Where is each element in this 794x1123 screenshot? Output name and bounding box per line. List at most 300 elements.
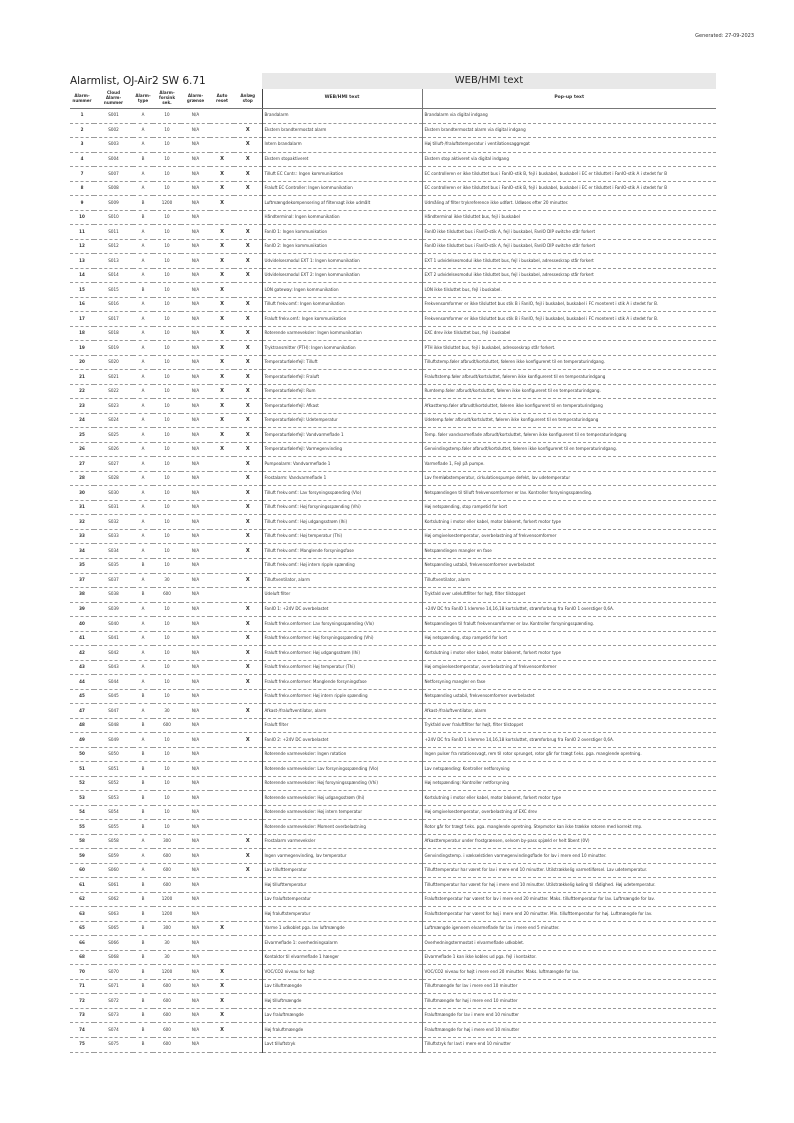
alarm-number: 3 [70, 138, 94, 153]
auto-reset-mark [210, 805, 234, 820]
alarm-number: 12 [70, 239, 94, 254]
popup-text: EC controlleren er ikke tilsluttet bus i FanIO-stik B, fejl i buskabel, buskabel i EC er tilsluttet i FanIO-stik A i stedet for B [422, 181, 716, 196]
web-hmi-text: Ekstern brandtermostat alarm [262, 123, 422, 138]
web-hmi-text: Roterende varmeveksler: Lav forsyningsspænding (Vlo) [262, 762, 422, 777]
alarm-limit: N/A [181, 733, 210, 748]
web-hmi-text: Fraluft filter [262, 718, 422, 733]
alarm-type: B [133, 791, 153, 806]
plant-stop-mark [234, 936, 262, 951]
table-row [70, 646, 716, 661]
cloud-alarm-number: S037 [94, 573, 133, 588]
col-header-popup-text: Pop-up text [422, 89, 716, 109]
alarm-type: A [133, 863, 153, 878]
plant-stop-mark: X [234, 573, 262, 588]
popup-text: Kortslutning i motor eller kabel, motor blokeret, forkert motor type [422, 515, 716, 530]
cloud-alarm-number: S041 [94, 631, 133, 646]
table-row [70, 849, 716, 864]
alarm-type: A [133, 254, 153, 269]
alarm-delay: 1200 [153, 892, 181, 907]
popup-text: Afkasttemperatur under frostgrænsen, selvom by-pass spjæld er helt åbent (0V) [422, 834, 716, 849]
alarm-delay: 600 [153, 1023, 181, 1038]
alarm-delay: 10 [153, 515, 181, 530]
popup-text: Høj netspænding, stop rampetid for kort [422, 631, 716, 646]
popup-text: EC controlleren er ikke tilsluttet bus i FanIO-stik B, fejl i buskabel, buskabel i EC er tilsluttet i FanIO-stik A i stedet for B [422, 167, 716, 182]
alarm-limit: N/A [181, 341, 210, 356]
alarm-number: 31 [70, 500, 94, 515]
plant-stop-mark: X [234, 457, 262, 472]
alarm-limit: N/A [181, 704, 210, 719]
plant-stop-mark [234, 1023, 262, 1038]
popup-text: Ekstern brandtermostat alarm via digital indgang [422, 123, 716, 138]
auto-reset-mark: X [210, 297, 234, 312]
alarm-type: A [133, 573, 153, 588]
auto-reset-mark [210, 863, 234, 878]
alarm-number: 2 [70, 123, 94, 138]
cloud-alarm-number: S044 [94, 675, 133, 690]
table-row [70, 123, 716, 138]
cloud-alarm-number: S066 [94, 936, 133, 951]
plant-stop-mark [234, 776, 262, 791]
alarm-number: 53 [70, 791, 94, 806]
plant-stop-mark: X [234, 399, 262, 414]
web-hmi-text: Fraluft frekv.omformer: Høj udgangsstrøm (Ihi) [262, 646, 422, 661]
alarm-type: B [133, 994, 153, 1009]
auto-reset-mark: X [210, 428, 234, 443]
table-row [70, 1008, 716, 1023]
alarm-delay: 10 [153, 399, 181, 414]
col-header-alarm-limit: Alarm- grænse [181, 89, 210, 109]
alarm-type: B [133, 283, 153, 298]
plant-stop-mark: X [234, 297, 262, 312]
alarm-number: 38 [70, 588, 94, 603]
alarm-delay: 10 [153, 471, 181, 486]
popup-text: Overhedningstermostat i elvarmeflade udkoblet. [422, 936, 716, 951]
alarm-delay: 10 [153, 500, 181, 515]
alarm-delay: 300 [153, 834, 181, 849]
cloud-alarm-number: S072 [94, 994, 133, 1009]
alarm-number: 9 [70, 196, 94, 211]
alarm-type: A [133, 486, 153, 501]
popup-text: Lav netspænding: Kontroller netforsyning [422, 762, 716, 777]
alarm-type: A [133, 660, 153, 675]
alarm-number: 50 [70, 747, 94, 762]
auto-reset-mark [210, 544, 234, 559]
popup-text: Temp. føler vandvarmeflade afbrudt/kortsluttet, føleren ikke konfigureret til en temperaturindgang [422, 428, 716, 443]
popup-text: Fraluftstemperatur har været for høj i mere end 20 minutter. Min. tillufttemperatur for høj. Luftmængde for lav. [422, 907, 716, 922]
plant-stop-mark: X [234, 355, 262, 370]
cloud-alarm-number: S003 [94, 138, 133, 153]
popup-text: +24V DC fra FanIO 1 klemme 14,16,18 kortsluttet, strømforbrug fra FanIO 1 overstiger 0,6A. [422, 602, 716, 617]
auto-reset-mark [210, 791, 234, 806]
alarm-type: A [133, 399, 153, 414]
alarm-type: A [133, 413, 153, 428]
plant-stop-mark [234, 791, 262, 806]
popup-text: Håndterminal ikke tilsluttet bus, fejl i buskabel [422, 210, 716, 225]
alarm-limit: N/A [181, 820, 210, 835]
plant-stop-mark: X [234, 428, 262, 443]
alarm-limit: N/A [181, 602, 210, 617]
auto-reset-mark [210, 500, 234, 515]
plant-stop-mark [234, 979, 262, 994]
alarm-limit: N/A [181, 994, 210, 1009]
alarm-type: B [133, 979, 153, 994]
alarm-type: A [133, 138, 153, 153]
auto-reset-mark: X [210, 979, 234, 994]
auto-reset-mark: X [210, 413, 234, 428]
alarm-delay: 10 [153, 733, 181, 748]
plant-stop-mark [234, 283, 262, 298]
alarm-type: B [133, 950, 153, 965]
auto-reset-mark: X [210, 181, 234, 196]
alarm-limit: N/A [181, 849, 210, 864]
auto-reset-mark [210, 820, 234, 835]
table-row [70, 1023, 716, 1038]
alarm-number: 11 [70, 225, 94, 240]
alarm-type: A [133, 471, 153, 486]
alarm-type: A [133, 312, 153, 327]
plant-stop-mark: X [234, 486, 262, 501]
alarm-number: 22 [70, 384, 94, 399]
auto-reset-mark [210, 602, 234, 617]
table-row [70, 370, 716, 385]
web-hmi-text: FanIO 2: Ingen kommunikation [262, 239, 422, 254]
auto-reset-mark [210, 675, 234, 690]
alarm-type: B [133, 805, 153, 820]
auto-reset-mark [210, 747, 234, 762]
web-hmi-text: Tilluft frekv.omf.: Høj forsyningsspænding (Vhi) [262, 500, 422, 515]
popup-text: Afkasttemp.føler afbrudt/kortsluttet, føleren ikke konfigureret til en temperaturindgang [422, 399, 716, 414]
auto-reset-mark [210, 936, 234, 951]
alarm-limit: N/A [181, 805, 210, 820]
popup-text: Høj omgivelsestemperatur, overbelastning af frekvensomformer [422, 660, 716, 675]
cloud-alarm-number: S023 [94, 399, 133, 414]
cloud-alarm-number: S017 [94, 312, 133, 327]
plant-stop-mark: X [234, 849, 262, 864]
table-row [70, 733, 716, 748]
alarm-delay: 10 [153, 312, 181, 327]
alarm-delay: 10 [153, 544, 181, 559]
alarm-limit: N/A [181, 109, 210, 124]
alarm-delay: 600 [153, 849, 181, 864]
plant-stop-mark [234, 1008, 262, 1023]
cloud-alarm-number: S068 [94, 950, 133, 965]
alarm-type: B [133, 878, 153, 893]
cloud-alarm-number: S001 [94, 109, 133, 124]
table-row [70, 689, 716, 704]
alarm-number: 32 [70, 515, 94, 530]
plant-stop-mark: X [234, 544, 262, 559]
alarm-limit: N/A [181, 123, 210, 138]
alarm-delay: 10 [153, 660, 181, 675]
alarm-limit: N/A [181, 167, 210, 182]
auto-reset-mark [210, 515, 234, 530]
popup-text: Høj netspænding, stop rampetid for kort [422, 500, 716, 515]
alarm-limit: N/A [181, 892, 210, 907]
alarm-type: B [133, 1008, 153, 1023]
web-hmi-text: Fraluft frekv.omformer: Manglende forsyningsfase [262, 675, 422, 690]
plant-stop-mark [234, 994, 262, 1009]
auto-reset-mark [210, 849, 234, 864]
web-hmi-text: FanIO 2: +24V DC overbelastet [262, 733, 422, 748]
plant-stop-mark [234, 718, 262, 733]
cloud-alarm-number: S014 [94, 268, 133, 283]
cloud-alarm-number: S011 [94, 225, 133, 240]
web-hmi-text: Lav tillufttemperatur [262, 863, 422, 878]
alarm-number: 71 [70, 979, 94, 994]
web-hmi-text: Fraluft frekv.omformer: Høj temperatur (Thi) [262, 660, 422, 675]
alarm-number: 28 [70, 471, 94, 486]
table-row [70, 486, 716, 501]
web-hmi-text: Håndterminal: Ingen kommunikation [262, 210, 422, 225]
auto-reset-mark [210, 834, 234, 849]
plant-stop-mark: X [234, 341, 262, 356]
plant-stop-mark: X [234, 123, 262, 138]
plant-stop-mark: X [234, 704, 262, 719]
alarm-delay: 1200 [153, 907, 181, 922]
table-row [70, 834, 716, 849]
alarm-delay: 600 [153, 979, 181, 994]
cloud-alarm-number: S034 [94, 544, 133, 559]
alarm-delay: 1200 [153, 965, 181, 980]
alarm-delay: 10 [153, 138, 181, 153]
table-row [70, 1038, 716, 1053]
cloud-alarm-number: S007 [94, 167, 133, 182]
alarm-limit: N/A [181, 283, 210, 298]
alarm-type: B [133, 936, 153, 951]
alarm-delay: 10 [153, 776, 181, 791]
alarm-type: A [133, 297, 153, 312]
alarm-delay: 10 [153, 384, 181, 399]
auto-reset-mark: X [210, 268, 234, 283]
alarm-type: B [133, 747, 153, 762]
alarm-number: 72 [70, 994, 94, 1009]
cloud-alarm-number: S075 [94, 1038, 133, 1053]
alarm-delay: 600 [153, 878, 181, 893]
table-row [70, 268, 716, 283]
alarm-limit: N/A [181, 471, 210, 486]
alarm-delay: 10 [153, 486, 181, 501]
alarm-number: 73 [70, 1008, 94, 1023]
cloud-alarm-number: S032 [94, 515, 133, 530]
alarm-type: A [133, 515, 153, 530]
popup-text: Fraluftmængde for lav i mere end 10 minutter [422, 1008, 716, 1023]
alarm-delay: 10 [153, 167, 181, 182]
cloud-alarm-number: S052 [94, 776, 133, 791]
popup-text: Genvindingstemp.føler afbrudt/kortsluttet, føleren ikke konfigureret til en temperaturindgang. [422, 442, 716, 457]
alarm-type: A [133, 529, 153, 544]
plant-stop-mark [234, 965, 262, 980]
alarm-delay: 10 [153, 326, 181, 341]
popup-text: Høj tilluft-/fraluftstemperatur i ventilationsaggregat [422, 138, 716, 153]
cloud-alarm-number: S042 [94, 646, 133, 661]
popup-text: Rumtemp.føler afbrudt/kortsluttet, føleren ikke konfigureret til en temperaturindgang. [422, 384, 716, 399]
popup-text: VOC/CO2 niveau for højt i mere end 20 minutter. Maks. luftmængde for lav. [422, 965, 716, 980]
alarm-delay: 10 [153, 370, 181, 385]
plant-stop-mark [234, 196, 262, 211]
plant-stop-mark [234, 747, 262, 762]
alarm-limit: N/A [181, 500, 210, 515]
alarm-delay: 10 [153, 341, 181, 356]
web-hmi-text: Tilluft frekv.omf.: Ingen kommunikation [262, 297, 422, 312]
cloud-alarm-number: S055 [94, 820, 133, 835]
col-header-cloud-alarm-number: Cloud Alarm- nummer [94, 89, 133, 109]
cloud-alarm-number: S062 [94, 892, 133, 907]
popup-text: Tilluftstemp.føler afbrudt/kortsluttet, føleren ikke konfigureret til en temperaturindgang. [422, 355, 716, 370]
col-header-alarm-delay: Alarm- forsink sek. [153, 89, 181, 109]
cloud-alarm-number: S028 [94, 471, 133, 486]
cloud-alarm-number: S021 [94, 370, 133, 385]
alarm-type: B [133, 718, 153, 733]
alarm-number: 74 [70, 1023, 94, 1038]
popup-text: Genvindingstemp. i vækselstiden varmegenvindingsflade for lav i mere end 10 minutter. [422, 849, 716, 864]
web-hmi-text: Tilluft frekv.omf.: Høj udgangsstrøm (Ihi) [262, 515, 422, 530]
document-title: Alarmlist, OJ-Air2 SW 6.71 [70, 75, 206, 87]
alarm-type: B [133, 152, 153, 167]
auto-reset-mark [210, 109, 234, 124]
popup-text: Netforsyning mangler en fase [422, 675, 716, 690]
auto-reset-mark [210, 123, 234, 138]
popup-text: EXT 1 udvidelsesmodul ikke tilsluttet bus, fejl i buskabel, adresseskrap står forkert [422, 254, 716, 269]
plant-stop-mark: X [234, 312, 262, 327]
col-header-auto-reset: Auto reset [210, 89, 234, 109]
alarm-type: B [133, 762, 153, 777]
cloud-alarm-number: S039 [94, 602, 133, 617]
cloud-alarm-number: S030 [94, 486, 133, 501]
table-row [70, 805, 716, 820]
alarm-delay: 10 [153, 529, 181, 544]
alarm-number: 37 [70, 573, 94, 588]
cloud-alarm-number: S059 [94, 849, 133, 864]
alarm-type: A [133, 849, 153, 864]
plant-stop-mark [234, 762, 262, 777]
web-hmi-text: Frostalarm: Vandvarmeflade 1 [262, 471, 422, 486]
auto-reset-mark: X [210, 370, 234, 385]
alarm-number: 24 [70, 413, 94, 428]
web-hmi-text: Fraluft frekv.omformer: Høj forsyningsspænding (Vhi) [262, 631, 422, 646]
web-hmi-text: Fraluft frekv.omformer: Høj intern ripple spænding [262, 689, 422, 704]
cloud-alarm-number: S008 [94, 181, 133, 196]
web-hmi-text: Temperaturfølerfejl: Varmegenvinding [262, 442, 422, 457]
alarm-type: A [133, 733, 153, 748]
web-hmi-text: Tilluft frekv.omf.: Høj temperatur (Thi) [262, 529, 422, 544]
alarm-delay: 30 [153, 573, 181, 588]
alarm-number: 10 [70, 210, 94, 225]
alarm-limit: N/A [181, 747, 210, 762]
plant-stop-mark: X [234, 500, 262, 515]
table-row [70, 181, 716, 196]
web-hmi-text: Roterende varmeveksler: Ingen rotation [262, 747, 422, 762]
alarm-type: B [133, 1038, 153, 1053]
alarm-number: 16 [70, 297, 94, 312]
alarm-number: 68 [70, 950, 94, 965]
col-header-plant-stop: Anlæg stop [234, 89, 262, 109]
popup-text: EXC drev ikke tilsluttet bus, fejl i buskabel [422, 326, 716, 341]
popup-text: Tillufttemperatur har været for høj i mere end 10 minutter. Utilstrækkelig køling til rådighed. Høj udetemperatur. [422, 878, 716, 893]
popup-text: Rotor går for trægt f.eks. pga. manglende opretning. Stepmotor kan ikke trække rotoren med korrekt rmp. [422, 820, 716, 835]
table-row [70, 196, 716, 211]
plant-stop-mark [234, 950, 262, 965]
alarm-type: B [133, 558, 153, 573]
popup-text: Tilluftventilator, alarm [422, 573, 716, 588]
cloud-alarm-number: S020 [94, 355, 133, 370]
plant-stop-mark: X [234, 602, 262, 617]
cloud-alarm-number: S040 [94, 617, 133, 632]
popup-text: Netspændingen til tilluft frekvensomformer er lav. Kontroller forsyningsspænding. [422, 486, 716, 501]
web-hmi-text: Tilluft frekv.omf.: Manglende forsyningsfase [262, 544, 422, 559]
cloud-alarm-number: S018 [94, 326, 133, 341]
cloud-alarm-number: S035 [94, 558, 133, 573]
auto-reset-mark [210, 617, 234, 632]
popup-text: +24V DC fra FanIO 1 klemme 14,16,18 kortsluttet, strømforbrug fra FanIO 2 overstiger 0,6A. [422, 733, 716, 748]
web-hmi-text: Tilluft EC Contr.: Ingen kommunikation [262, 167, 422, 182]
alarm-number: 18 [70, 326, 94, 341]
table-row [70, 283, 716, 298]
alarm-delay: 10 [153, 225, 181, 240]
web-hmi-text: Roterende varmeveksler: Ingen kommunikation [262, 326, 422, 341]
alarm-type: B [133, 588, 153, 603]
popup-text: Trykfald over fraluftfilter for højt, filter tilstoppet [422, 718, 716, 733]
alarm-limit: N/A [181, 515, 210, 530]
alarm-delay: 10 [153, 457, 181, 472]
table-row [70, 631, 716, 646]
alarm-limit: N/A [181, 181, 210, 196]
plant-stop-mark [234, 820, 262, 835]
cloud-alarm-number: S073 [94, 1008, 133, 1023]
auto-reset-mark: X [210, 312, 234, 327]
table-row [70, 138, 716, 153]
generated-date: Generated: 27-09-2023 [695, 33, 754, 39]
alarm-limit: N/A [181, 718, 210, 733]
web-hmi-text: LON gateway: Ingen kommunikation [262, 283, 422, 298]
alarm-delay: 10 [153, 762, 181, 777]
web-hmi-text: Pumpealarm: Vandvarmeflade 1 [262, 457, 422, 472]
alarm-delay: 10 [153, 558, 181, 573]
table-row [70, 515, 716, 530]
web-hmi-text: Temperaturfølerfejl: Vandvarmeflade 1 [262, 428, 422, 443]
alarm-type: B [133, 965, 153, 980]
alarm-type: A [133, 167, 153, 182]
alarm-limit: N/A [181, 921, 210, 936]
cloud-alarm-number: S002 [94, 123, 133, 138]
web-hmi-text: Ekstern stopaktiveret [262, 152, 422, 167]
alarm-limit: N/A [181, 297, 210, 312]
auto-reset-mark [210, 950, 234, 965]
alarm-delay: 10 [153, 123, 181, 138]
alarm-delay: 10 [153, 297, 181, 312]
alarm-delay: 10 [153, 152, 181, 167]
plant-stop-mark: X [234, 617, 262, 632]
popup-text: Trykfald over udeluftfilter for højt, filter tilstoppet [422, 588, 716, 603]
alarm-delay: 30 [153, 704, 181, 719]
alarm-type: A [133, 384, 153, 399]
col-header-web-hmi-text: WEB/HMI text [262, 89, 422, 109]
table-row [70, 588, 716, 603]
plant-stop-mark: X [234, 138, 262, 153]
alarm-number: 27 [70, 457, 94, 472]
web-hmi-text: Temperaturfølerfejl: Fraluft [262, 370, 422, 385]
table-row [70, 152, 716, 167]
alarm-type: B [133, 1023, 153, 1038]
popup-text: Varmeflade 1, Fejl på pumpe. [422, 457, 716, 472]
plant-stop-mark: X [234, 675, 262, 690]
plant-stop-mark: X [234, 646, 262, 661]
auto-reset-mark: X [210, 196, 234, 211]
popup-text: Udetemp.føler afbrudt/kortsluttet, føleren ikke konfigureret til en temperaturindgang [422, 413, 716, 428]
popup-text: Tillufttemperatur har været for lav i mere end 10 minutter. Utilstrækkelig varmetilførsel. Lav udetemperatur. [422, 863, 716, 878]
auto-reset-mark [210, 646, 234, 661]
table-row [70, 413, 716, 428]
plant-stop-mark: X [234, 167, 262, 182]
